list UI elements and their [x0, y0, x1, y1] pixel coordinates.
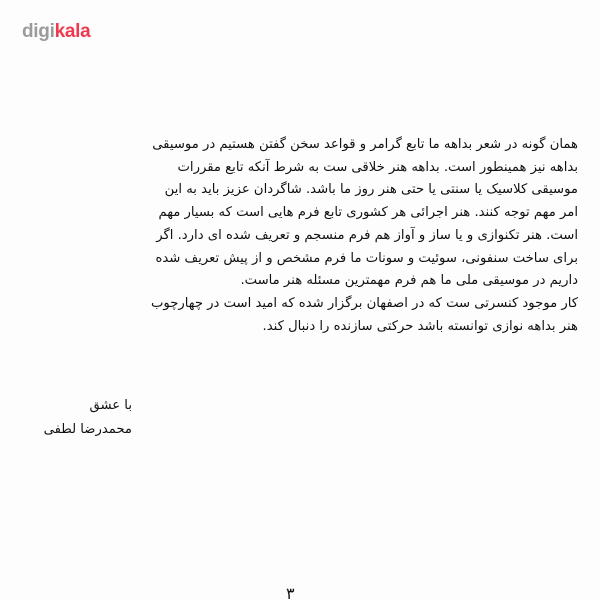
- digikala-watermark-logo: [22, 22, 90, 41]
- text-line: امر مهم توجه کنند. هنر اجرائی هر کشوری تابع فرم هایی است که بسیار مهم: [158, 205, 578, 221]
- signoff-closing: با عشق: [89, 398, 132, 413]
- signoff-author: محمدرضا لطفی: [43, 422, 132, 437]
- text-line: کار موجود کنسرتی ست که در اصفهان برگزار شده که امید است در چهارچوب: [150, 295, 578, 311]
- text-line: بداهه نیز همینطور است. بداهه هنر خلاقی ست به شرط آنکه تابع مقررات: [177, 159, 578, 175]
- page-number: ۳: [286, 584, 295, 600]
- text-line: است. هنر تکنوازی و یا ساز و آواز هم فرم منسجم و تعریف شده ای دارد. اگر: [156, 227, 578, 243]
- signoff: [44, 394, 132, 442]
- text-line: هنر بداهه نوازی توانسته باشد حرکتی سازنده را دنبال کند.: [262, 318, 578, 334]
- logo-part-digi: digi: [22, 21, 55, 42]
- text-line: موسیقی کلاسیک یا سنتی یا حتی هنر روز ما باشد. شاگردان عزیز باید به این: [164, 182, 578, 198]
- body-text: [40, 134, 578, 338]
- text-line: داریم در موسیقی ملی ما هم فرم مهمترین مسئله هنر ماست.: [240, 273, 578, 289]
- text-line: برای ساخت سنفونی، سوئیت و سونات ما فرم مشخص و از پیش تعریف شده: [155, 250, 578, 266]
- text-line: همان گونه در شعر بداهه ما تابع گرامر و قواعد سخن گفتن هستیم در موسیقی: [152, 137, 578, 152]
- logo-part-kala: kala: [54, 21, 91, 42]
